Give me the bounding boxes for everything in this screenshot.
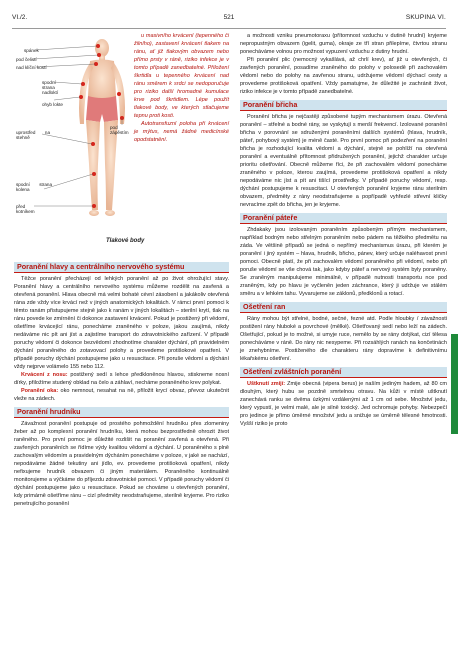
paragraph-lead: Krvácení z nosu: — [21, 372, 68, 378]
paragraph — [240, 315, 447, 363]
paragraph-lead: Poranění oka: — [21, 388, 59, 394]
label-wrist: pod zápěstím — [110, 125, 129, 136]
section-heading: Poranění hrudníku — [14, 407, 229, 418]
paragraph — [240, 56, 447, 96]
page-number: 521 — [223, 14, 235, 21]
section-heading: Ošetření ran — [240, 302, 447, 313]
paragraph-lead: Uštknutí zmijí: — [247, 381, 286, 387]
right-column — [240, 32, 447, 428]
chapter-tab — [451, 334, 458, 434]
paragraph — [14, 387, 229, 403]
paragraph-text: Poranění břicha je nejčastěji způsobené tupým mechanismem úrazu. Otevřená poranění – střelné a bodné rány, se vyskytují s menší frekvencí. Izolované poranění břicha v porovnání se sdruženými poraněními dalších systémů (hlava, hrudník, páteř, pohybový systém) je méně časté. Pro první pomoc při podezření na poranění břicha je rozhodující kvalita vědomí a dýchání, stejně se pohlíží na otevřená poranění a eventuálně přítomnost přidružených poranění, jejichž charakter určuje prioritu ošetřování. Obecně můžeme říci, že při zachovalém vědomí ponecháme zraněného v poloze, kterou zaujímá, provedeme protišoková opatření a nikdy nepodáváme nic jíst a pít ani tišící prostředky. V případě poruchy vědomí, resp. dýchání postupujeme k resuscitaci. U otevřených poranění kryjeme ránu sterilním obvazem, předměty z rány neodstraňujeme a popřípadě vyhřezlé střevní kličky nevracíme zpět do břicha, jen je kryjeme. — [240, 114, 447, 208]
paragraph — [14, 371, 229, 387]
paragraph-text: Rány mohou být střelné, bodné, sečné, řezné atd. Podle hloubky / závažnosti postižení rány hluboké a povrchové (mělké). Ošetřovaný sedí nebo leží na zádech. Ošetřující, pokud je to možné, si umyje ruce, nemělo by se rány dotýkat, cizí tělesa ponecháváme v ráně. Do rány nic nesypeme. Při rozsáhlých ranách na končetinách je znehybníme. Postiženého dle charakteru rány dopravíme k definitivnímu lékařskému ošetření. — [240, 316, 447, 362]
pressure-points-figure — [14, 32, 229, 258]
label-collarbone: nad klíční kostí — [16, 65, 47, 70]
section-heading: Poranění břicha — [240, 100, 447, 111]
label-thigh: uprostřed na stehně — [16, 130, 50, 141]
label-temple: spánek — [24, 48, 39, 53]
label-knee: spodní strana kolena — [16, 182, 52, 193]
figure-text-1: u masivního krvácení (tepenného či žilního), zastavení krvácení tlakem na ránu, ať již tlakovým obvazem nebo přímo prsty v ráně, riziko infekce je v tomto případě zanedbatelné. Přiložení škrtidla u tepenného krvácení nad ránu směrem k srdci se nedoporučuje pro riziko další hromadné kumulace krve pod škrtidlem. Lépe použít tlakové body, ve kterých stlačujeme tepnu proti kosti. — [134, 33, 229, 119]
paragraph — [240, 226, 447, 298]
figure-text-2: Autotransfuzní poloha při krvácení je mýtus, nemá žádné medicínské opodstatnění. — [134, 121, 229, 143]
paragraph-text: Závažnost poranění postupuje od prostého pohmoždění hrudníku přes zlomeniny žeber až po komplexní poranění hrudníku, která mohou bezprostředně ohrozit život raněného. Pro první pomoc je důležité rozlišit na poranění zavřená a otevřená. Při zavřených poraněních se řídíme výdy kvalitou vědomí a dýchání. U poraněného s plně zachovalým vědomím a pravidelným dýcháním ponecháme v poloze, v jaké se nachází, nepodáváme žádné tekutiny ani jídlo, ev. provedeme protišoková opatření, nikdy nefixujeme hrudník obvazem či jiným materiálem. Poraněného kontinuálně monitorujeme a výčkáme do příjezdu zdravotnické pomoci. V případě poruchy vědomí či dýchání postupujeme jako u resuscitace. Pokud se chováme u otevřených poranění, kdy primárně ošetříme ránu – cizí předměty neodstraňujeme, sterilně kryjeme. Pro riziko penetrujícího poranění — [14, 421, 229, 507]
label-elbow: ohyb lokte — [42, 102, 63, 107]
paragraph-text: oko nemnout, nesahat na ně, přiložit krycí obvaz, převoz ukutečnit vleže na zádech. — [14, 388, 229, 402]
paragraph — [240, 380, 447, 428]
right-column-body — [240, 32, 447, 428]
figure-caption: Tlakové body — [106, 238, 145, 244]
label-ankle: před kotníkem — [16, 204, 35, 215]
paragraph — [14, 275, 229, 371]
paragraph-text: Zhdakaky jsou izolovaným poraněním způsobeným přímým mechanismem, například bodným nebo střelným poraněním nebo pádem na těžkého předmětu na záda. Ve většině případů se jedná o nepřímý mechanismus úrazu, při kterém je poranění i jiný systém – hlava, hrudník, břicho, pánev, který určuje naléhavost první pomoci. Obecně platí, že při zachovalém vědomí poraněného při vědomí, nebo při poruše vědomí se vše chová tak, jako kdyby páteř a nervový systém byly poraněny. Se zraněným manipulujeme minimálně, v případě nutnosti transportu nce pod zraněným, kdy po hlavu je vyčleněn jeden záchrance, který ji udržuje ve stálém směru a v lehkém tahu. Vyvarujeme se záklonů, předklonů a rotací. — [240, 227, 447, 297]
paragraph-text: Při poranění plic (nemocný vykašlává, až chrlí krev), ať již u otevřených, či zavřených poranění, posadíme zraněného do polohy v polosedě při zachovalém vědomí nebo do polohy na zavřenou stranu, udržujeme vědomí dýchací cesty a provedeme protišoková opatření. Vždy pamatujme, že důležité je zachránit život, riziko infekce je v tomto případě zanedbatelné. — [240, 57, 447, 95]
paragraph-text: a možnosti vzniku pneumotoraxu (přítomnost vzduchu v dutině hrudní) kryjeme nepropustným obvazem (igelit, guma), okraje ze tří stran přilepíme, čtvrtou stranu ponecháváme volnou pro možnost vypuzení vzduchu z dutiny hrudní. — [240, 33, 447, 55]
figure-side-text — [134, 32, 229, 144]
page-header — [12, 14, 446, 29]
left-column-body — [14, 262, 229, 508]
paragraph-text: Těžce poranění přecházejí od lehkých poranění až po život ohrožující stavy. Poranění hlavy a centrálního nervového systému můžeme rozdělit na zavřená a otevřená poranění. Hlava obecně má velmi bohaté cévní zásobení a jakákoliv otevřená rána zde vždy více krvácí než v jiných anatomických lokalitách. V rámci první pomoci k těmto ranám přistupujeme stejně jako k ranám v jiných lokalitách – sterilní krytí, tlak na ránu povede ke zmírnění či dokonce zastavení krvácení. Pokud je postižený při vědomí, ošetříme krvácející ránu, ponecháme zraněného v poloze, jakou zaujímá, nikdy nedáváme nic pít ani jíst a zajistíme transport do zdravotnického zařízení. V případě poruchy vědomí či dokonce bezvědomí zhodnotíme charakter dýchání, při pravidelném dýchání poraněného do zotavovací polohy a provedeme protišokové opatření. V případě poruchy dýchání postupujeme jako u resuscitace. Při poruše vědomí a dýchání vždy nejprve volámelo 155 nebo 112. — [14, 276, 229, 370]
paragraph — [14, 420, 229, 508]
section-heading: Ošetření zvláštních poranění — [240, 367, 447, 378]
paragraph — [240, 32, 447, 56]
section-number: VI./2. — [12, 14, 28, 21]
paragraph-text: postižený sedí s lehce předkloněnou hlavou, stiskneme nosní dírky, přiložíme studený obklad na čelo a záhlaví, necháme poraněného krev polykat. — [14, 372, 229, 386]
section-heading: Poranění hlavy a centrálního nervového systému — [14, 262, 229, 273]
group-label: SKUPINA VI. — [405, 14, 446, 21]
left-column — [14, 32, 229, 508]
paragraph — [240, 113, 447, 209]
label-upper-arm: spodní strana nadloktí — [42, 80, 59, 96]
label-jaw: pod čelistí — [16, 57, 37, 62]
section-heading: Poranění páteře — [240, 213, 447, 224]
paragraph-text: Zmije obecná (vipera berus) je naším jediným hadem, až 80 cm dlouhým, který hubu se pozdně smrtelnou otravu. Na kůži v místě uštknutí zanechává ranku se dvěma úzkými vzdálenými až 1 cm od sebe. Množství jedu, který vypustí, je velmi malé, ale je silně toxický. Jed ochromuje pohyby. Nebezpečí pro jedince je přímo úměrné množství jedu a snižuje se úměrně tělesné hmotnosti. Vyšší riziko je proto — [240, 381, 447, 427]
